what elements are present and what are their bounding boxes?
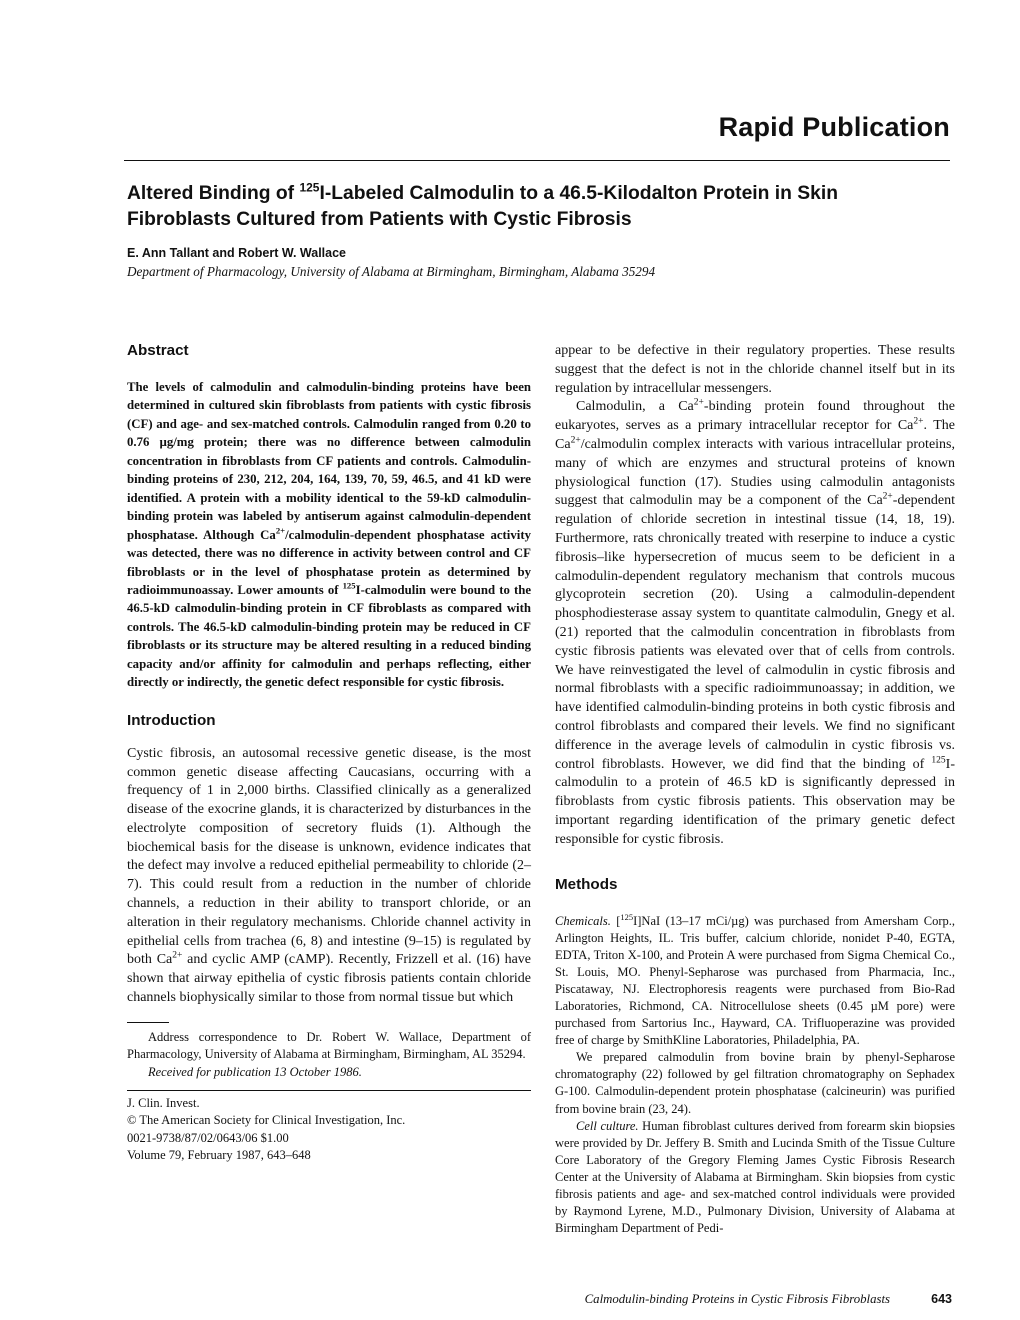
calmodulin-paragraph: Calmodulin, a $Ca^{2+}$-binding protein found throughout the eukaryotes, serves as a primary intracellular receptor for $Ca^{2+}$. The $Ca^{2+}$/calmodulin complex interacts with various intracellular proteins, many of which are enzymes and structural proteins of known physiological function (17). Studies using calmodulin antagonists suggest that calmodulin may be a component of the $Ca^{2+}$-dependent regulation of chloride secretion in intestinal tissue (14, 18, 19). Furthermore, rats chronically treated with reserpine to induce a cystic fibrosis–like hypersecretion of mucus seem to be deficient in a calmodulin-dependent regulatory mechanism that controls mucous glycoprotein secretion (20). Using a calmodulin-dependent phosphodiesterase assay system to quantitate calmodulin, Gnegy et al. (21) reported that the calmodulin concentration in fibroblasts from cystic fibrosis patients was elevated over that of cells from controls. We have reinvestigated the level of calmodulin in cystic fibrosis and normal fibroblasts with a specific radioimmunoassay; in addition, we have identified calmodulin-binding proteins in both cystic fibrosis and control fibroblasts and compared their levels. We find no significant difference in the average levels of calmodulin in cystic fibrosis vs. control fibroblasts. However, we did find that the binding of $^{125}$I-calmodulin to a protein of 46.5 kD is significantly depressed in fibroblasts from cystic fibrosis patients. This observation may be important regarding identification of the primary genetic defect responsible for cystic fibrosis. xyxy=(555,397,955,847)
introduction-heading: Introduction xyxy=(127,711,216,729)
header-rule xyxy=(124,160,950,161)
footnote-rule xyxy=(127,1022,169,1023)
abstract-text: The levels of calmodulin and calmodulin-binding proteins have been determined in cultured skin fibroblasts from patients with cystic fibrosis (CF) and age- and sex-matched controls. Calmodulin ranged from 0.20 to 0.76 µg/mg protein; there was no difference between calmodulin concentration in fibroblasts from CF patients and controls. Calmodulin-binding proteins of 230, 212, 204, 164, 139, 70, 59, 46.5, and 41 kD were identified. A protein with a mobility identical to the 59-kD calmodulin-binding protein was labeled by antiserum against calmodulin-dependent phosphatase. Although $Ca^{2+}/calmodulin$-dependent phosphatase activity was detected, there was no difference in activity between control and CF fibroblasts or in the level of phosphatase protein as determined by radioimmunoassay. Lower amounts of $^{125}$I-calmodulin were bound to the 46.5-kD calmodulin-binding protein in CF fibroblasts as compared with controls. The 46.5-kD calmodulin-binding protein may be reduced in CF fibroblasts or its structure may be altered resulting in a reduced binding capacity and/or affinity for calmodulin and perhaps reflecting, either directly or indirectly, the genetic defect responsible for cystic fibrosis. xyxy=(127,380,532,690)
journal-rule xyxy=(127,1090,531,1091)
article-title: Altered Binding of $^{125}$I-Labeled Calmodulin to a 46.5-Kilodalton Protein in Skin Fibroblasts Cultured from Patients with Cystic Fibrosis xyxy=(127,180,838,230)
left-column xyxy=(127,342,531,1165)
intro-continued: appear to be defective in their regulatory properties. These results suggest that the defect is not in the chloride channel itself but in its regulation by intracellular messengers. xyxy=(555,343,955,396)
methods-heading: Methods xyxy=(555,875,618,893)
journal-info: J. Clin. Invest. © The American Society for Clinical Investigation, Inc. 0021-9738/87/02/0643/06 $1.00 Volume 79, February 1987, 643–648 xyxy=(127,1095,406,1163)
right-column xyxy=(555,342,955,1237)
running-title: Calmodulin-binding Proteins in Cystic Fibrosis Fibroblasts xyxy=(584,1292,890,1306)
introduction-text: Cystic fibrosis, an autosomal recessive genetic disease, is the most common genetic disease affecting Caucasians, occurring with a frequency of 1 in 2,000 births. Classified clinically as a generalized disease of the exocrine glands, it is characterized by disturbances in the electrolyte composition of secretory fluids (1). Although the biochemical basis for the disease is unknown, evidence indicates that the defect may involve a reduced epithelial permeability to chloride (2–7). This could result from a reduction in the number of chloride channels, a reduction in their ability to transport chloride, or an alteration in their regulatory mechanisms. Chloride channel activity in epithelial cells from trachea (6, 8) and intestine (9–15) is regulated by both $Ca^{2+}$ and cyclic AMP (cAMP). Recently, Frizzell et al. (16) have shown that airway epithelia of cystic fibrosis patients contain chloride channels biophysically similar to those from normal tissue but which xyxy=(127,745,531,1006)
abstract-heading: Abstract xyxy=(127,342,189,359)
received-date: Received for publication 13 October 1986. xyxy=(148,1065,362,1080)
cell-culture-paragraph: Cell culture. Human fibroblast cultures derived from forearm skin biopsies were provided by Dr. Jeffery B. Smith and Lucinda Smith of the Tissue Culture Core Laboratory of the Gregory Fleming James Cystic Fibrosis Research Center at the University of Alabama at Birmingham. Skin biopsies from cystic fibrosis patients and age- and sex-matched control individuals were provided by Raymond Lyrene, M.D., Pulmonary Division, University of Alabama at Birmingham Department of Pedi- xyxy=(555,1118,955,1236)
preparation-paragraph: We prepared calmodulin from bovine brain by phenyl-Sepharose chromatography (22) followed by gel filtration chromatography on Sephadex G-100. Calmodulin-dependent protein phosphatase (calcineurin) was purified from bovine brain (23, 24). xyxy=(555,1050,955,1116)
section-banner: Rapid Publication xyxy=(718,112,950,142)
page-number: 643 xyxy=(931,1292,952,1306)
chemicals-paragraph: Chemicals. [$^{125}$I]NaI (13–17 mCi/µg) was purchased from Amersham Corp., Arlington Heights, IL. Tris buffer, calcium chloride, nonidet P-40, EGTA, EDTA, Triton X-100, and Protein A were purchased from Sigma Chemical Co., St. Louis, MO. Phenyl-Sepharose was purchased from Pharmacia, Inc., Piscataway, NJ. Electrophoresis reagents were purchased from Bio-Rad Laboratories, Richmond, CA. Nitrocellulose sheets (0.45 µM pore) were purchased from Sartorius Inc., Hayward, CA. Trifluoperazine was provided free of charge by SmithKline Laboratories, Philadelphia, PA. xyxy=(555,911,955,1048)
affiliation: Department of Pharmacology, University of Alabama at Birmingham, Birmingham, Alabama 35294 xyxy=(127,264,656,279)
correspondence-note: Address correspondence to Dr. Robert W. Wallace, Department of Pharmacology, University of Alabama at Birmingham, Birmingham, AL 35294. Received for publication 13 October 1986. xyxy=(127,1029,531,1082)
authors: E. Ann Tallant and Robert W. Wallace xyxy=(127,246,347,260)
